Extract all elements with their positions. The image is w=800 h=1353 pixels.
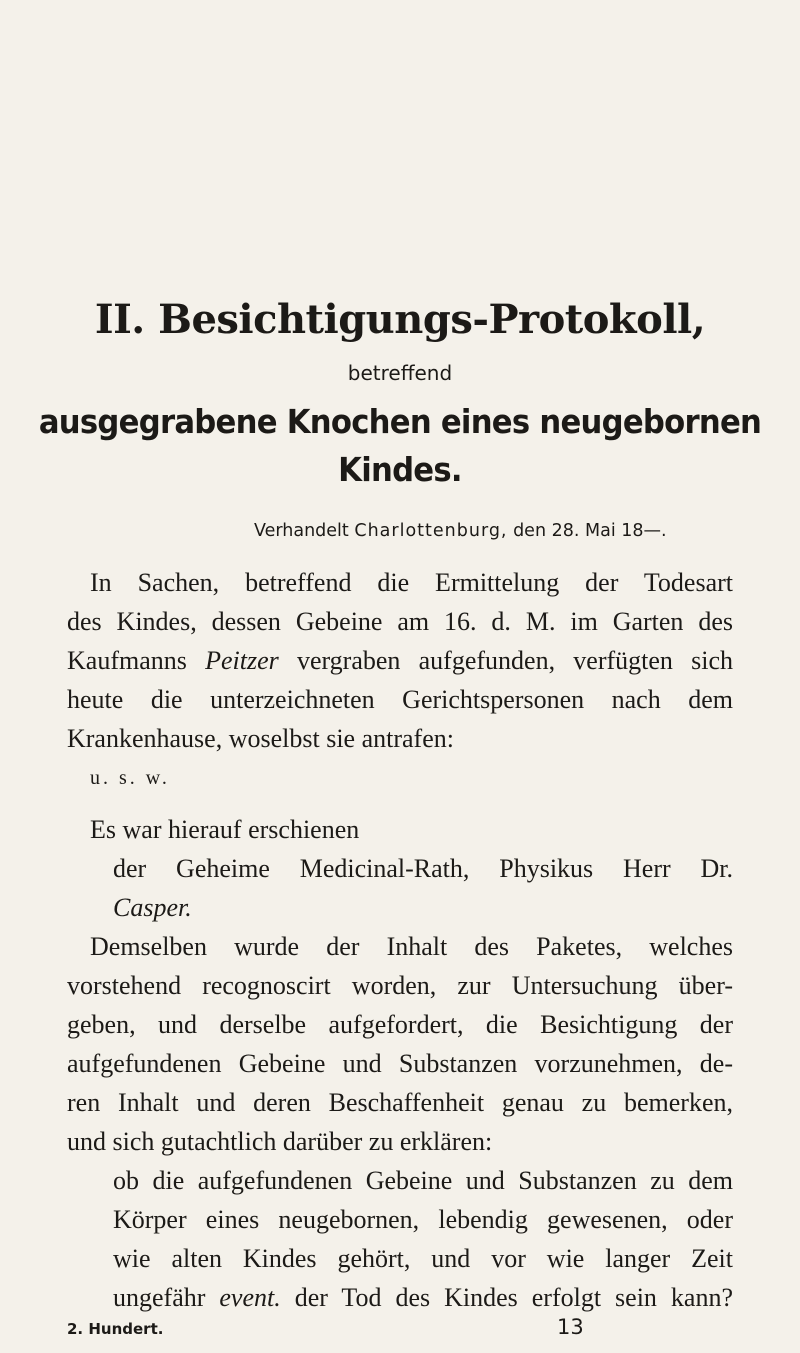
text-line: vorstehend recognoscirt worden, zur Untersuchung über- xyxy=(67,971,733,1000)
subtitle-betreffend: betreffend xyxy=(347,361,453,385)
text-line xyxy=(113,1280,733,1316)
text-line: heute die unterzeichneten Gerichtspersonen nach dem xyxy=(67,685,733,714)
text-line: der Geheime Medicinal-Rath, Physikus Herr Dr. xyxy=(113,854,733,883)
text-line: und sich gutachtlich darüber zu erklären: xyxy=(67,1127,493,1156)
text-fragment: verfügten sich xyxy=(573,646,734,675)
text-line: aufgefundenen Gebeine und Substanzen vorzunehmen, de- xyxy=(67,1049,733,1078)
text-line: Krankenhause, woselbst sie antrafen: xyxy=(67,724,454,753)
text-line: Es war hierauf erschienen xyxy=(90,815,360,844)
signature-mark: 2. Hundert. xyxy=(67,1320,164,1338)
text-line xyxy=(67,643,733,679)
text-fragment: ungefähr xyxy=(113,1283,206,1312)
page-title: II. Besichtigungs-Protokoll, xyxy=(94,296,706,343)
text-line: des Kindes, dessen Gebeine am 16. d. M. im Garten des xyxy=(67,607,733,636)
text-line: ob die aufgefundenen Gebeine und Substanzen zu dem xyxy=(113,1166,733,1195)
text-line: Körper eines neugebornen, lebendig gewesenen, oder xyxy=(113,1205,733,1234)
text-line: geben, und derselbe aufgefordert, die Besichtigung der xyxy=(67,1010,733,1039)
text-fragment: der Tod des Kindes erfolgt sein kann? xyxy=(294,1283,733,1312)
subtitle-main: ausgegrabene Knochen eines neugebornen Kindes. xyxy=(38,402,762,489)
text-line: In Sachen, betreffend die Ermittelung der Todesart xyxy=(90,568,733,597)
dateline xyxy=(254,518,667,544)
person-name: Peitzer xyxy=(205,646,279,675)
dateline-place: Charlottenburg, xyxy=(354,521,508,541)
text-line: Demselben wurde der Inhalt des Paketes, welches xyxy=(90,932,733,961)
text-fragment: vergraben aufgefunden, xyxy=(296,646,556,675)
text-fragment-italic: event. xyxy=(219,1283,281,1312)
person-name: Casper. xyxy=(113,893,192,922)
dateline-date: den 28. Mai 18—. xyxy=(513,521,667,541)
page-number: 13 xyxy=(557,1315,584,1339)
dateline-prefix: Verhandelt xyxy=(254,521,349,541)
text-line-usw: u. s. w. xyxy=(90,767,170,789)
text-line: ren Inhalt und deren Beschaffenheit genau zu bemerken, xyxy=(67,1088,733,1117)
text-line: wie alten Kindes gehört, und vor wie langer Zeit xyxy=(113,1244,733,1273)
text-fragment: Kaufmanns xyxy=(67,646,187,675)
